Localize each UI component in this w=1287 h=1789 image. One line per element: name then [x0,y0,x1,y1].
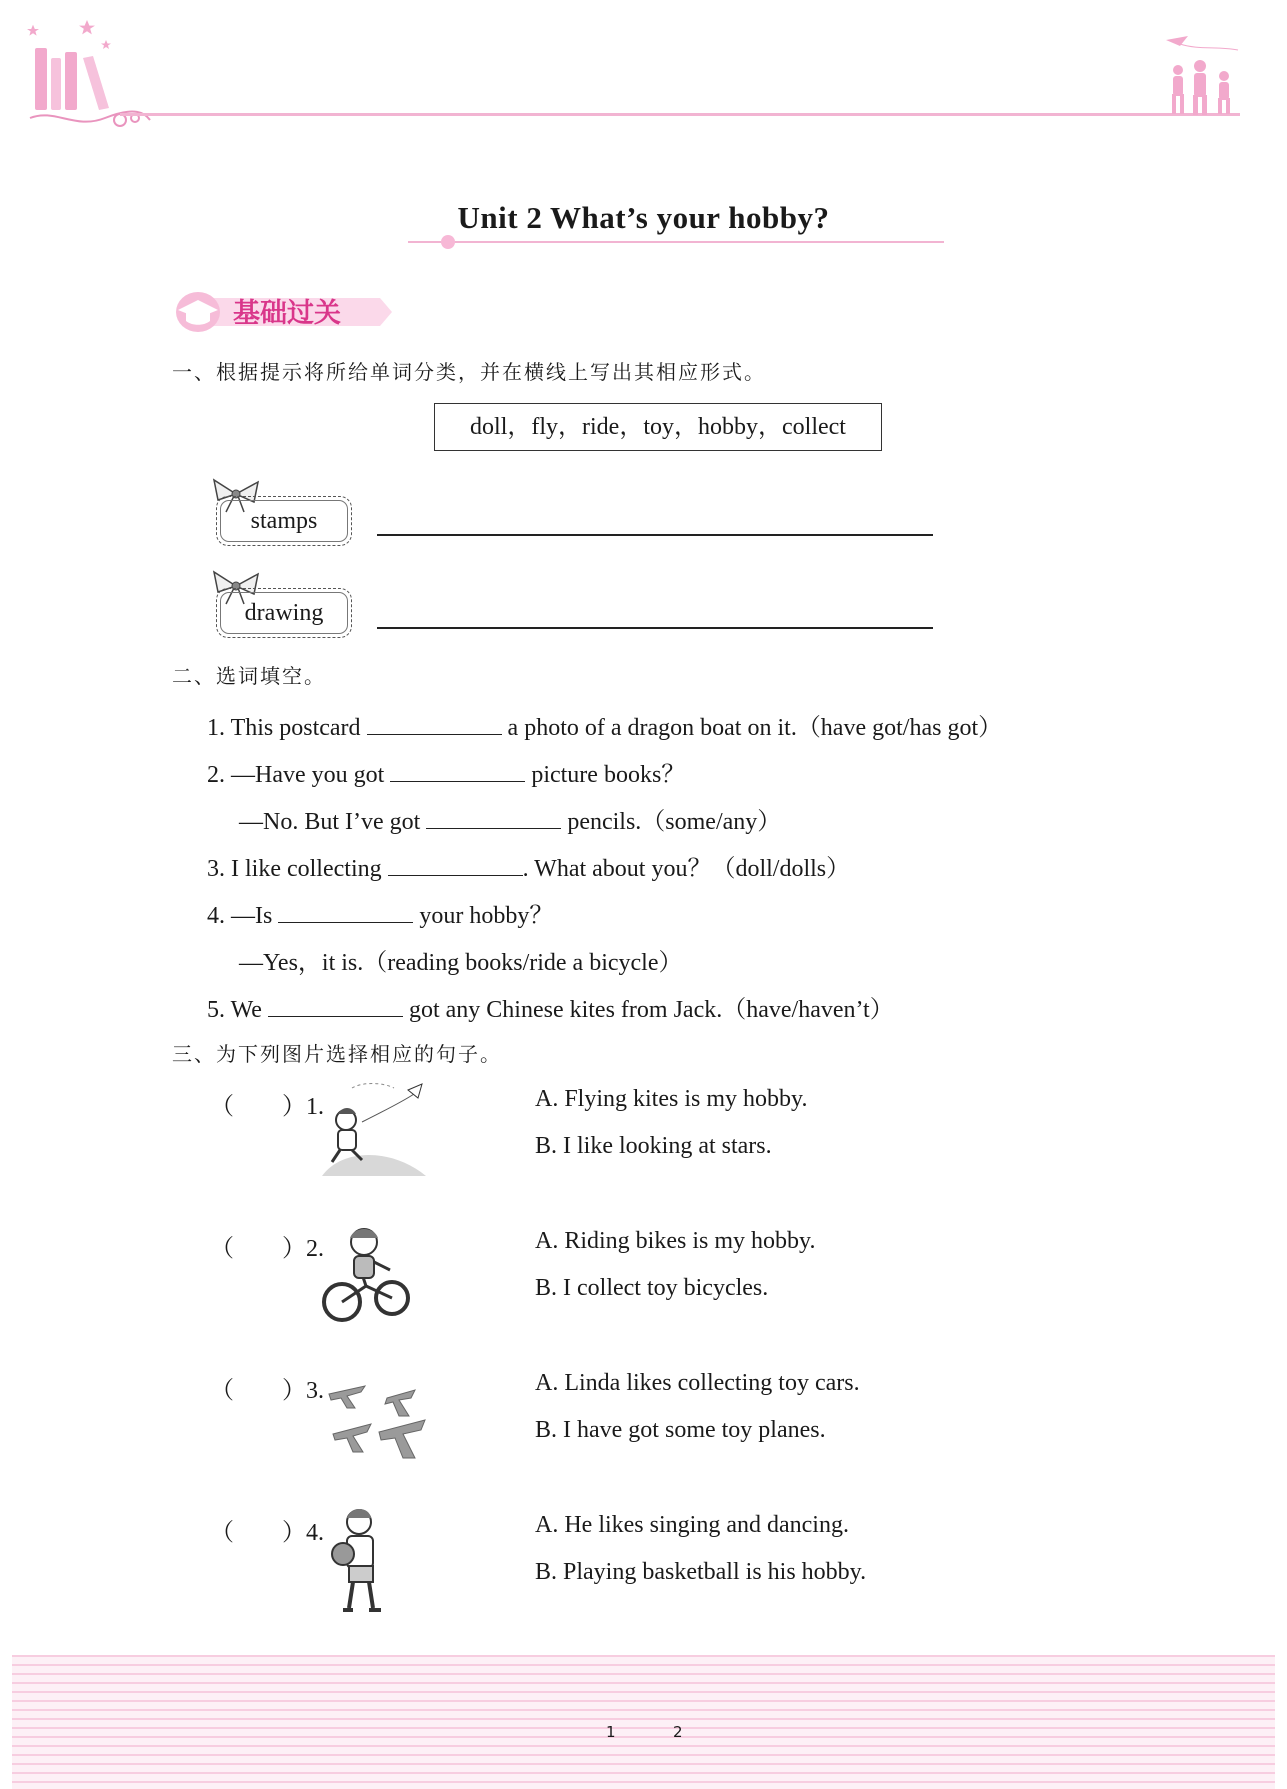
title-dot-icon [441,235,455,249]
blank[interactable] [390,761,525,782]
answer-line[interactable] [377,627,933,629]
header-line [120,113,1240,116]
footer-stripes [12,1655,1275,1789]
title-underline [408,241,944,243]
boy-riding-bike-icon [320,1224,416,1328]
boy-flying-kite-icon [322,1082,432,1176]
blank[interactable] [268,996,403,1017]
tag-stamps: stamps [216,496,352,546]
option-b[interactable]: B. Playing basketball is his hobby. [535,1559,867,1585]
page-number: 2 [673,1723,683,1741]
boy-basketball-icon [325,1506,395,1618]
choice-number[interactable]: （ ）4. [210,1520,324,1546]
option-b[interactable]: B. I like looking at stars. [535,1133,772,1159]
option-a[interactable]: A. Flying kites is my hobby. [535,1086,808,1112]
tag-drawing: drawing [216,588,352,638]
option-a[interactable]: A. He likes singing and dancing. [535,1512,849,1538]
fill-item: 2. —Have you got picture books？ [207,762,686,788]
answer-line[interactable] [377,534,933,536]
option-a[interactable]: A. Linda likes collecting toy cars. [535,1370,860,1396]
blank[interactable] [278,902,413,923]
fill-item: 4. —Is your hobby？ [207,903,554,929]
choice-number[interactable]: （ ）3. [210,1378,324,1404]
blank[interactable] [367,714,502,735]
q1-heading: 一、根据提示将所给单词分类，并在横线上写出其相应形式。 [172,360,766,384]
page-number: 1 [606,1723,616,1741]
q2-heading: 二、选词填空。 [172,664,326,688]
blank[interactable] [388,855,523,876]
option-b[interactable]: B. I collect toy bicycles. [535,1275,769,1301]
q3-heading: 三、为下列图片选择相应的句子。 [172,1042,502,1066]
section-label: 基础过关 [233,298,341,329]
fill-item: —No. But I’ve got pencils.（some/any） [239,809,782,835]
children-kite-silhouette-icon [1158,36,1246,118]
fill-item: 5. We got any Chinese kites from Jack.（have/haven’t） [207,997,894,1023]
blank[interactable] [426,808,561,829]
word-box: doll，fly，ride，toy，hobby，collect [434,403,882,451]
choice-number[interactable]: （ ）2. [210,1236,324,1262]
option-a[interactable]: A. Riding bikes is my hobby. [535,1228,816,1254]
choice-number[interactable]: （ ）1. [210,1094,324,1120]
page-title: Unit 2 What’s your hobby? [457,200,830,235]
fill-item: 3. I like collecting . What about you？（doll/dolls） [207,856,851,882]
option-b[interactable]: B. I have got some toy planes. [535,1417,826,1443]
toy-planes-icon [325,1378,437,1462]
fill-item: 1. This postcard a photo of a dragon boat on it.（have got/has got） [207,715,1003,741]
fill-item: —Yes，it is.（reading books/ride a bicycle） [239,950,683,976]
books-decoration-icon [25,18,155,136]
